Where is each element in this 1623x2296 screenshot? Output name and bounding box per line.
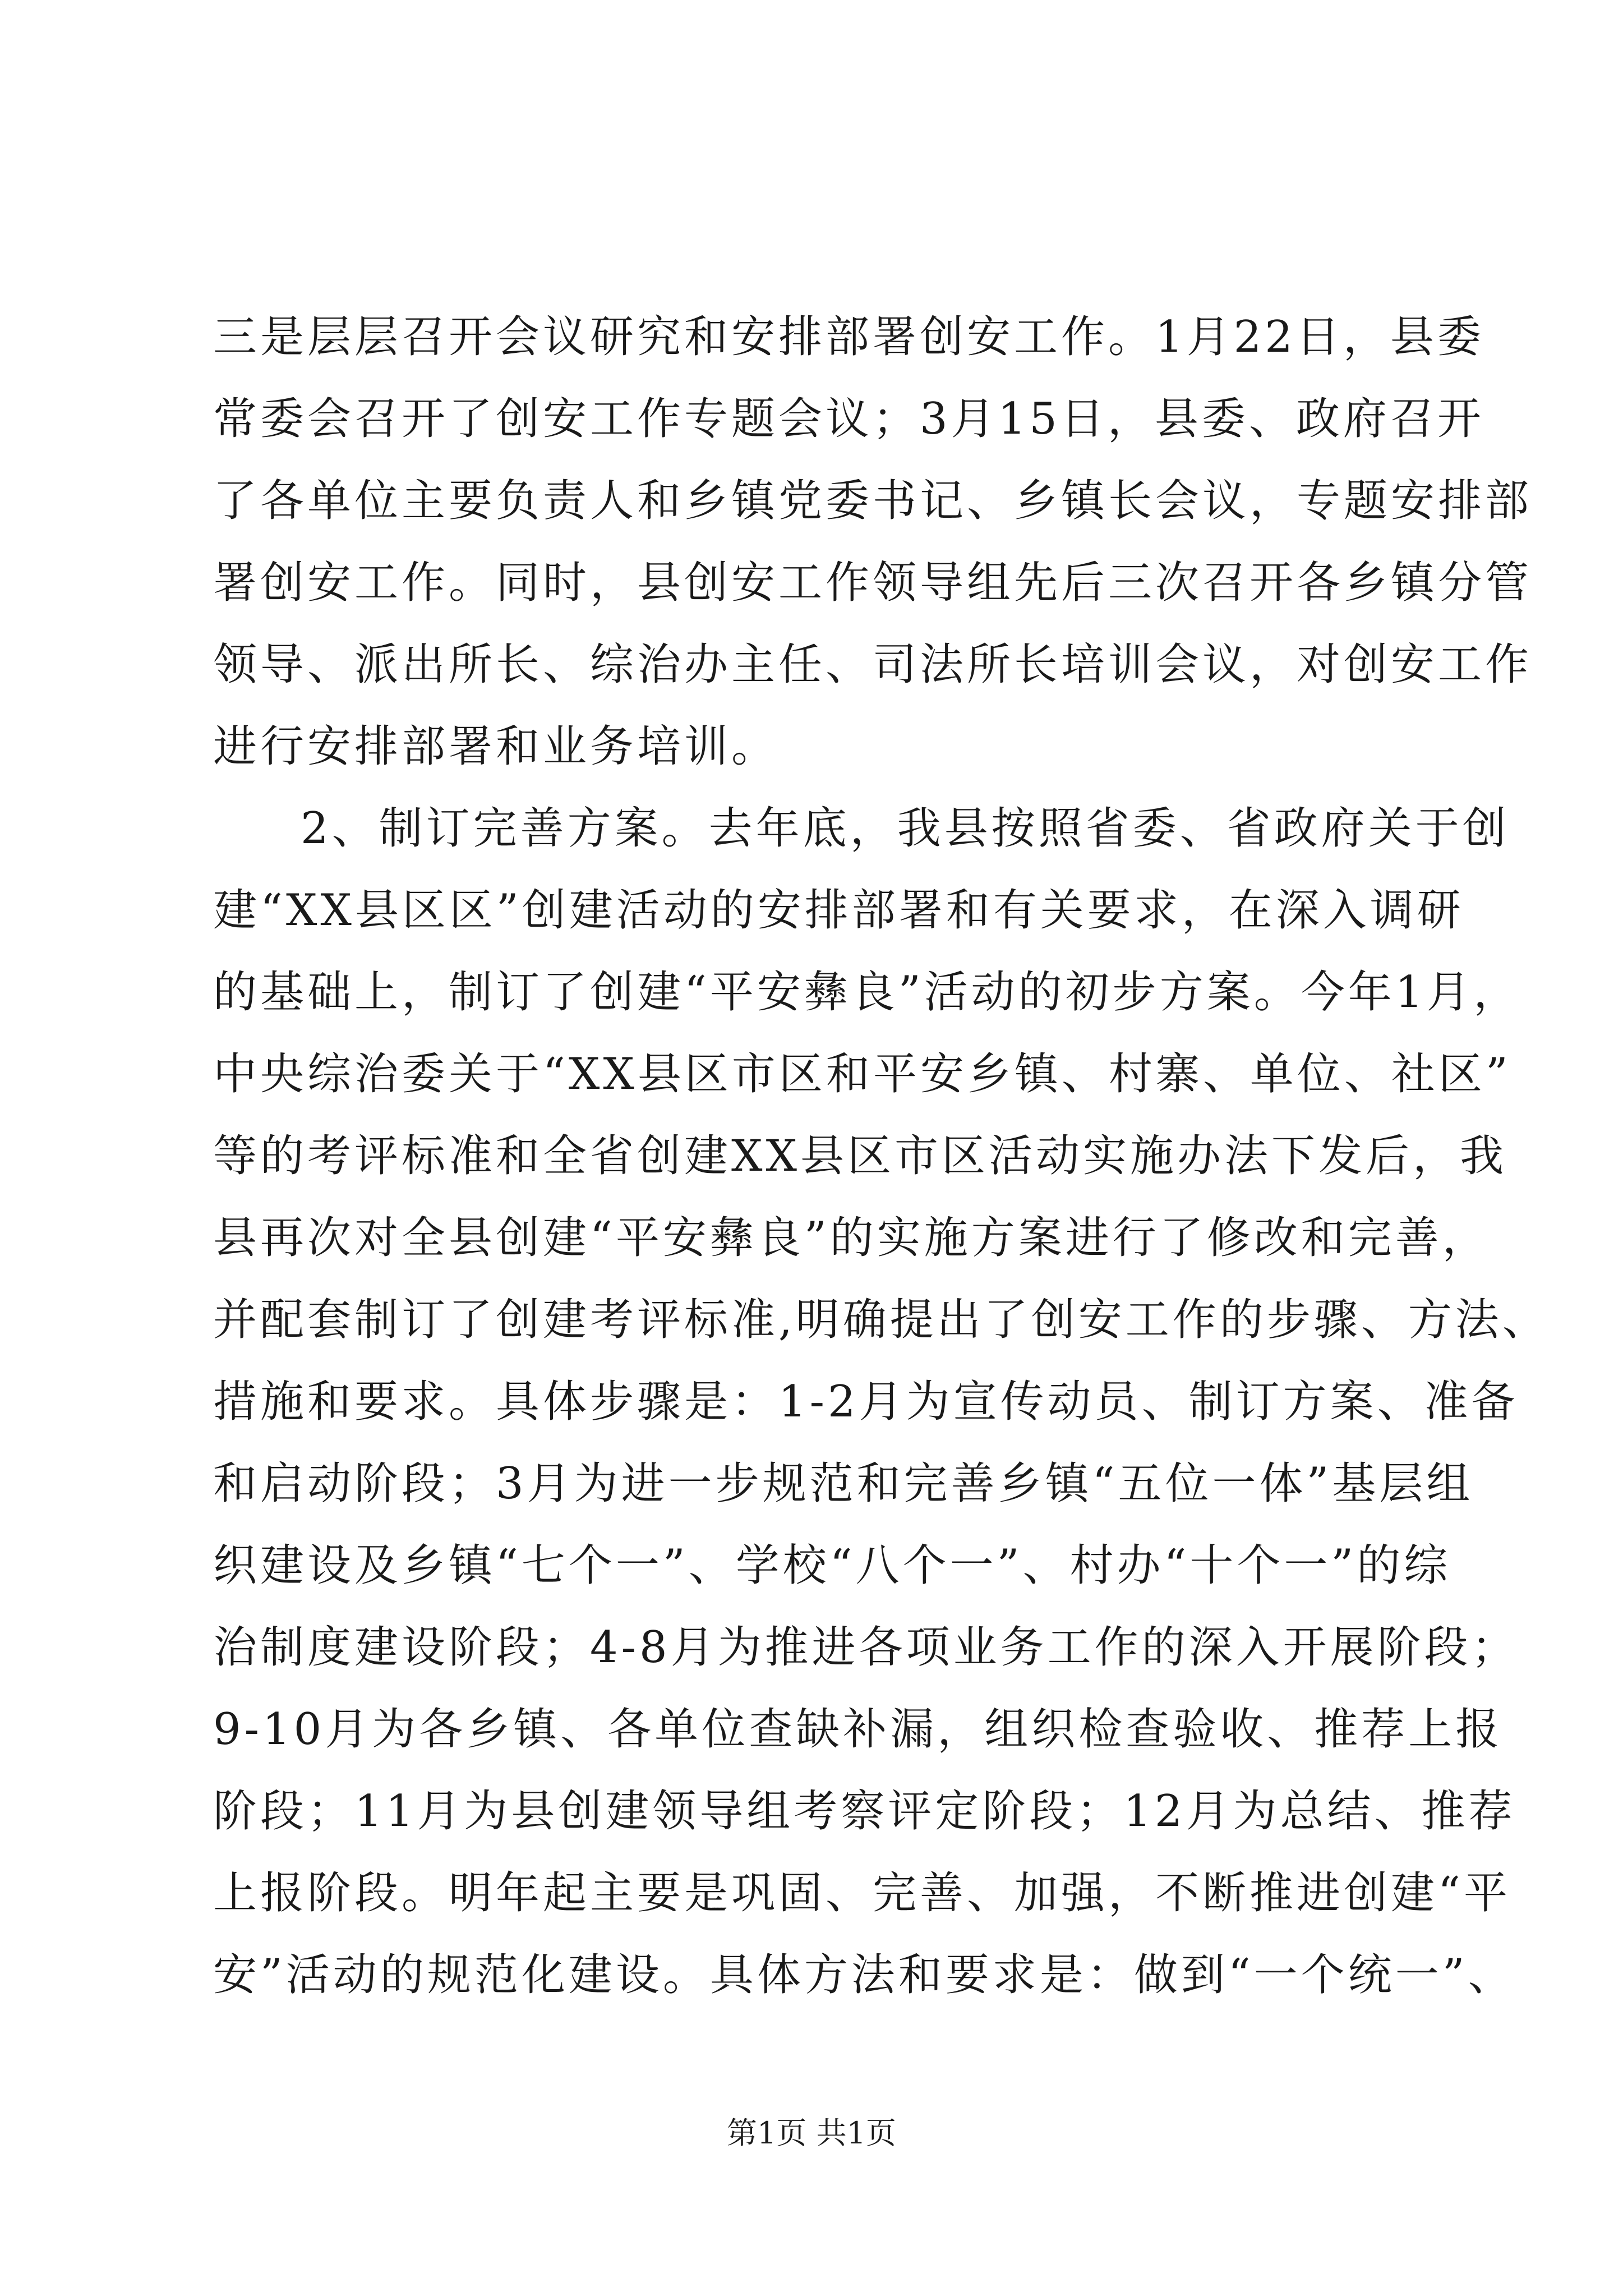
text-line: 和启动阶段；3月为进一步规范和完善乡镇“五位一体”基层组	[213, 1458, 1474, 1509]
text-line: 9-10月为各乡镇、各单位查缺补漏，组织检查验收、推荐上报	[213, 1704, 1503, 1755]
body-text	[213, 296, 1550, 2016]
text-line: 署创安工作。同时，县创安工作领导组先后三次召开各乡镇分管	[213, 558, 1533, 608]
text-line: 并配套制订了创建考评标准,明确提出了创安工作的步骤、方法、	[213, 1295, 1550, 1345]
text-line: 织建设及乡镇“七个一”、学校“八个一”、村办“十个一”的综	[213, 1540, 1451, 1591]
text-line: 三是层层召开会议研究和安排部署创安工作。1月22日，县委	[213, 312, 1484, 362]
text-line: 措施和要求。具体步骤是：1-2月为宣传动员、制订方案、准备	[213, 1377, 1519, 1427]
text-line: 常委会召开了创安工作专题会议；3月15日，县委、政府召开	[213, 394, 1484, 444]
text-line: 中央综治委关于“XX县区市区和平安乡镇、村寨、单位、社区”	[213, 1049, 1511, 1099]
text-line: 的基础上，制订了创建“平安彝良”活动的初步方案。今年1月，	[213, 967, 1521, 1018]
text-line: 阶段；11月为县创建领导组考察评定阶段；12月为总结、推荐	[213, 1786, 1516, 1837]
text-line: 领导、派出所长、综治办主任、司法所长培训会议，对创安工作	[213, 639, 1533, 690]
page-footer: 第1页 共1页	[727, 2115, 896, 2151]
text-line: 县再次对全县创建“平安彝良”的实施方案进行了修改和完善，	[213, 1213, 1490, 1263]
text-line: 等的考评标准和全省创建XX县区市区活动实施办法下发后，我	[213, 1131, 1507, 1181]
paragraph-start-line: 2、制订完善方案。去年底，我县按照省委、省政府关于创	[301, 803, 1510, 854]
text-line: 安”活动的规范化建设。具体方法和要求是：做到“一个统一”、	[213, 1950, 1515, 2000]
text-line: 建“XX县区区”创建活动的安排部署和有关要求，在深入调研	[213, 885, 1464, 936]
text-line: 了各单位主要负责人和乡镇党委书记、乡镇长会议，专题安排部	[213, 476, 1533, 526]
text-line: 进行安排部署和业务培训。	[213, 721, 779, 772]
text-line: 治制度建设阶段；4-8月为推进各项业务工作的深入开展阶段；	[213, 1622, 1519, 1673]
text-line: 上报阶段。明年起主要是巩固、完善、加强，不断推进创建“平	[213, 1868, 1511, 1918]
